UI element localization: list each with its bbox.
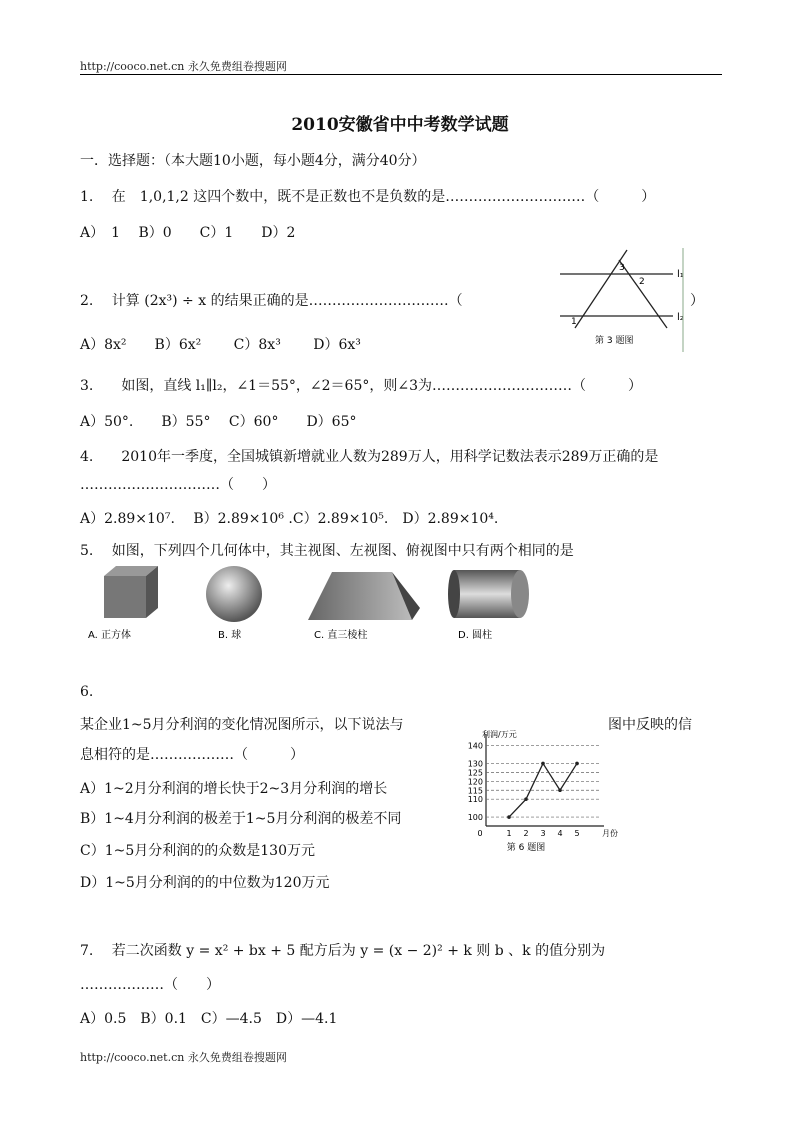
question-6-number: 6.	[80, 684, 94, 700]
y-tick-label: 110	[467, 795, 483, 805]
x-tick-label: 5	[574, 829, 580, 838]
footer-url: http://cooco.net.cn 永久免费组卷搜题网	[80, 1051, 287, 1064]
y-tick-label: 115	[467, 786, 483, 796]
question-6-text: 某企业1~5月分利润的变化情况图所示，以下说法与	[80, 717, 404, 733]
data-point	[575, 762, 579, 766]
question-7-options: A）0.5 B）0.1 C）—4.5 D）—4.1	[80, 1011, 338, 1027]
section-heading: 一．选择题：（本大题10小题，每小题4分，满分40分）	[80, 153, 426, 169]
question-6-option-d: D）1~5月分利润的的中位数为120万元	[80, 875, 330, 891]
figure-6-chart	[452, 728, 618, 856]
x-tick-label: 0	[477, 829, 483, 838]
question-6-text-2: 息相符的是………………（ ）	[80, 747, 304, 763]
question-3-options: A）50°. B）55° C）60° D）65°	[80, 414, 357, 430]
question-2-close: ）	[690, 293, 704, 309]
shape-a-label: A. 正方体	[88, 630, 132, 641]
data-point	[558, 788, 562, 792]
question-6-option-b: B）1~4月分利润的极差于1~5月分利润的极差不同	[80, 811, 402, 827]
y-tick-label: 130	[467, 759, 483, 769]
question-2: 2. 计算 (2x³) ÷ x 的结果正确的是…………………………（	[80, 293, 463, 309]
y-axis-label: 利润/万元	[482, 730, 517, 739]
sphere-shape	[206, 566, 262, 622]
y-tick-label: 100	[467, 813, 483, 823]
shape-c-label: C. 直三棱柱	[314, 630, 368, 641]
label-l1: l₁	[677, 269, 684, 280]
figure-3-caption: 第 3 题图	[595, 336, 634, 346]
data-point	[507, 815, 511, 819]
shape-d-label: D. 圆柱	[458, 630, 493, 641]
y-tick-label: 120	[467, 777, 483, 787]
question-4-options: A）2.89×10⁷. B）2.89×10⁶ .C）2.89×10⁵. D）2.89×10⁴.	[80, 511, 499, 527]
angle-1-label: 1	[571, 317, 577, 327]
figure-3	[555, 248, 685, 352]
cylinder-shape	[448, 570, 529, 618]
angle-2-label: 2	[639, 277, 645, 287]
angle-3-label: 3	[619, 263, 625, 273]
question-6-option-a: A）1~2月分利润的增长快于2~3月分利润的增长	[80, 781, 388, 797]
label-l2: l₂	[677, 312, 684, 323]
x-tick-label: 4	[557, 829, 563, 838]
x-tick-label: 2	[523, 829, 529, 838]
data-point	[524, 797, 528, 801]
question-2-options: A）8x² B）6x² C）8x³ D）6x³	[80, 337, 361, 353]
chart-caption: 第 6 题图	[506, 843, 546, 853]
question-4-dots: …………………………（ ）	[80, 477, 276, 493]
prism-shape	[308, 572, 420, 620]
figure-5-solids	[86, 562, 536, 644]
question-1-options: A） 1 B）0 C）1 D）2	[80, 225, 296, 241]
question-6-text-right: 图中反映的信	[608, 717, 692, 733]
x-tick-label: 3	[540, 829, 546, 838]
transversal-right	[619, 260, 667, 328]
question-4: 4. 2010年一季度，全国城镇新增就业人数为289万人，用科学记数法表示289万正确的是	[80, 449, 659, 465]
header-rule	[80, 74, 722, 75]
data-point	[541, 762, 545, 766]
cube-shape	[104, 566, 158, 618]
y-tick-label: 140	[467, 741, 483, 751]
question-3: 3. 如图，直线 l₁∥l₂，∠1＝55°，∠2＝65°，则∠3为…………………………（ ）	[80, 378, 642, 394]
page-title: 2010安徽省中中考数学试题	[291, 115, 509, 135]
question-7: 7. 若二次函数 y = x² + bx + 5 配方后为 y = (x − 2)² + k 则 b 、k 的值分别为	[80, 943, 606, 959]
x-axis-label: 月份	[602, 829, 618, 838]
question-5: 5. 如图，下列四个几何体中，其主视图、左视图、俯视图中只有两个相同的是	[80, 543, 574, 559]
header-url: http://cooco.net.cn 永久免费组卷搜题网	[80, 60, 287, 73]
question-7-dots: ………………（ ）	[80, 977, 220, 993]
question-6-option-c: C）1~5月分利润的的众数是130万元	[80, 843, 315, 859]
shape-b-label: B. 球	[218, 630, 242, 641]
question-1: 1. 在 1,0,1,2 这四个数中，既不是正数也不是负数的是…………………………（ ）	[80, 189, 656, 205]
x-tick-label: 1	[506, 829, 512, 838]
y-tick-label: 125	[467, 768, 483, 778]
